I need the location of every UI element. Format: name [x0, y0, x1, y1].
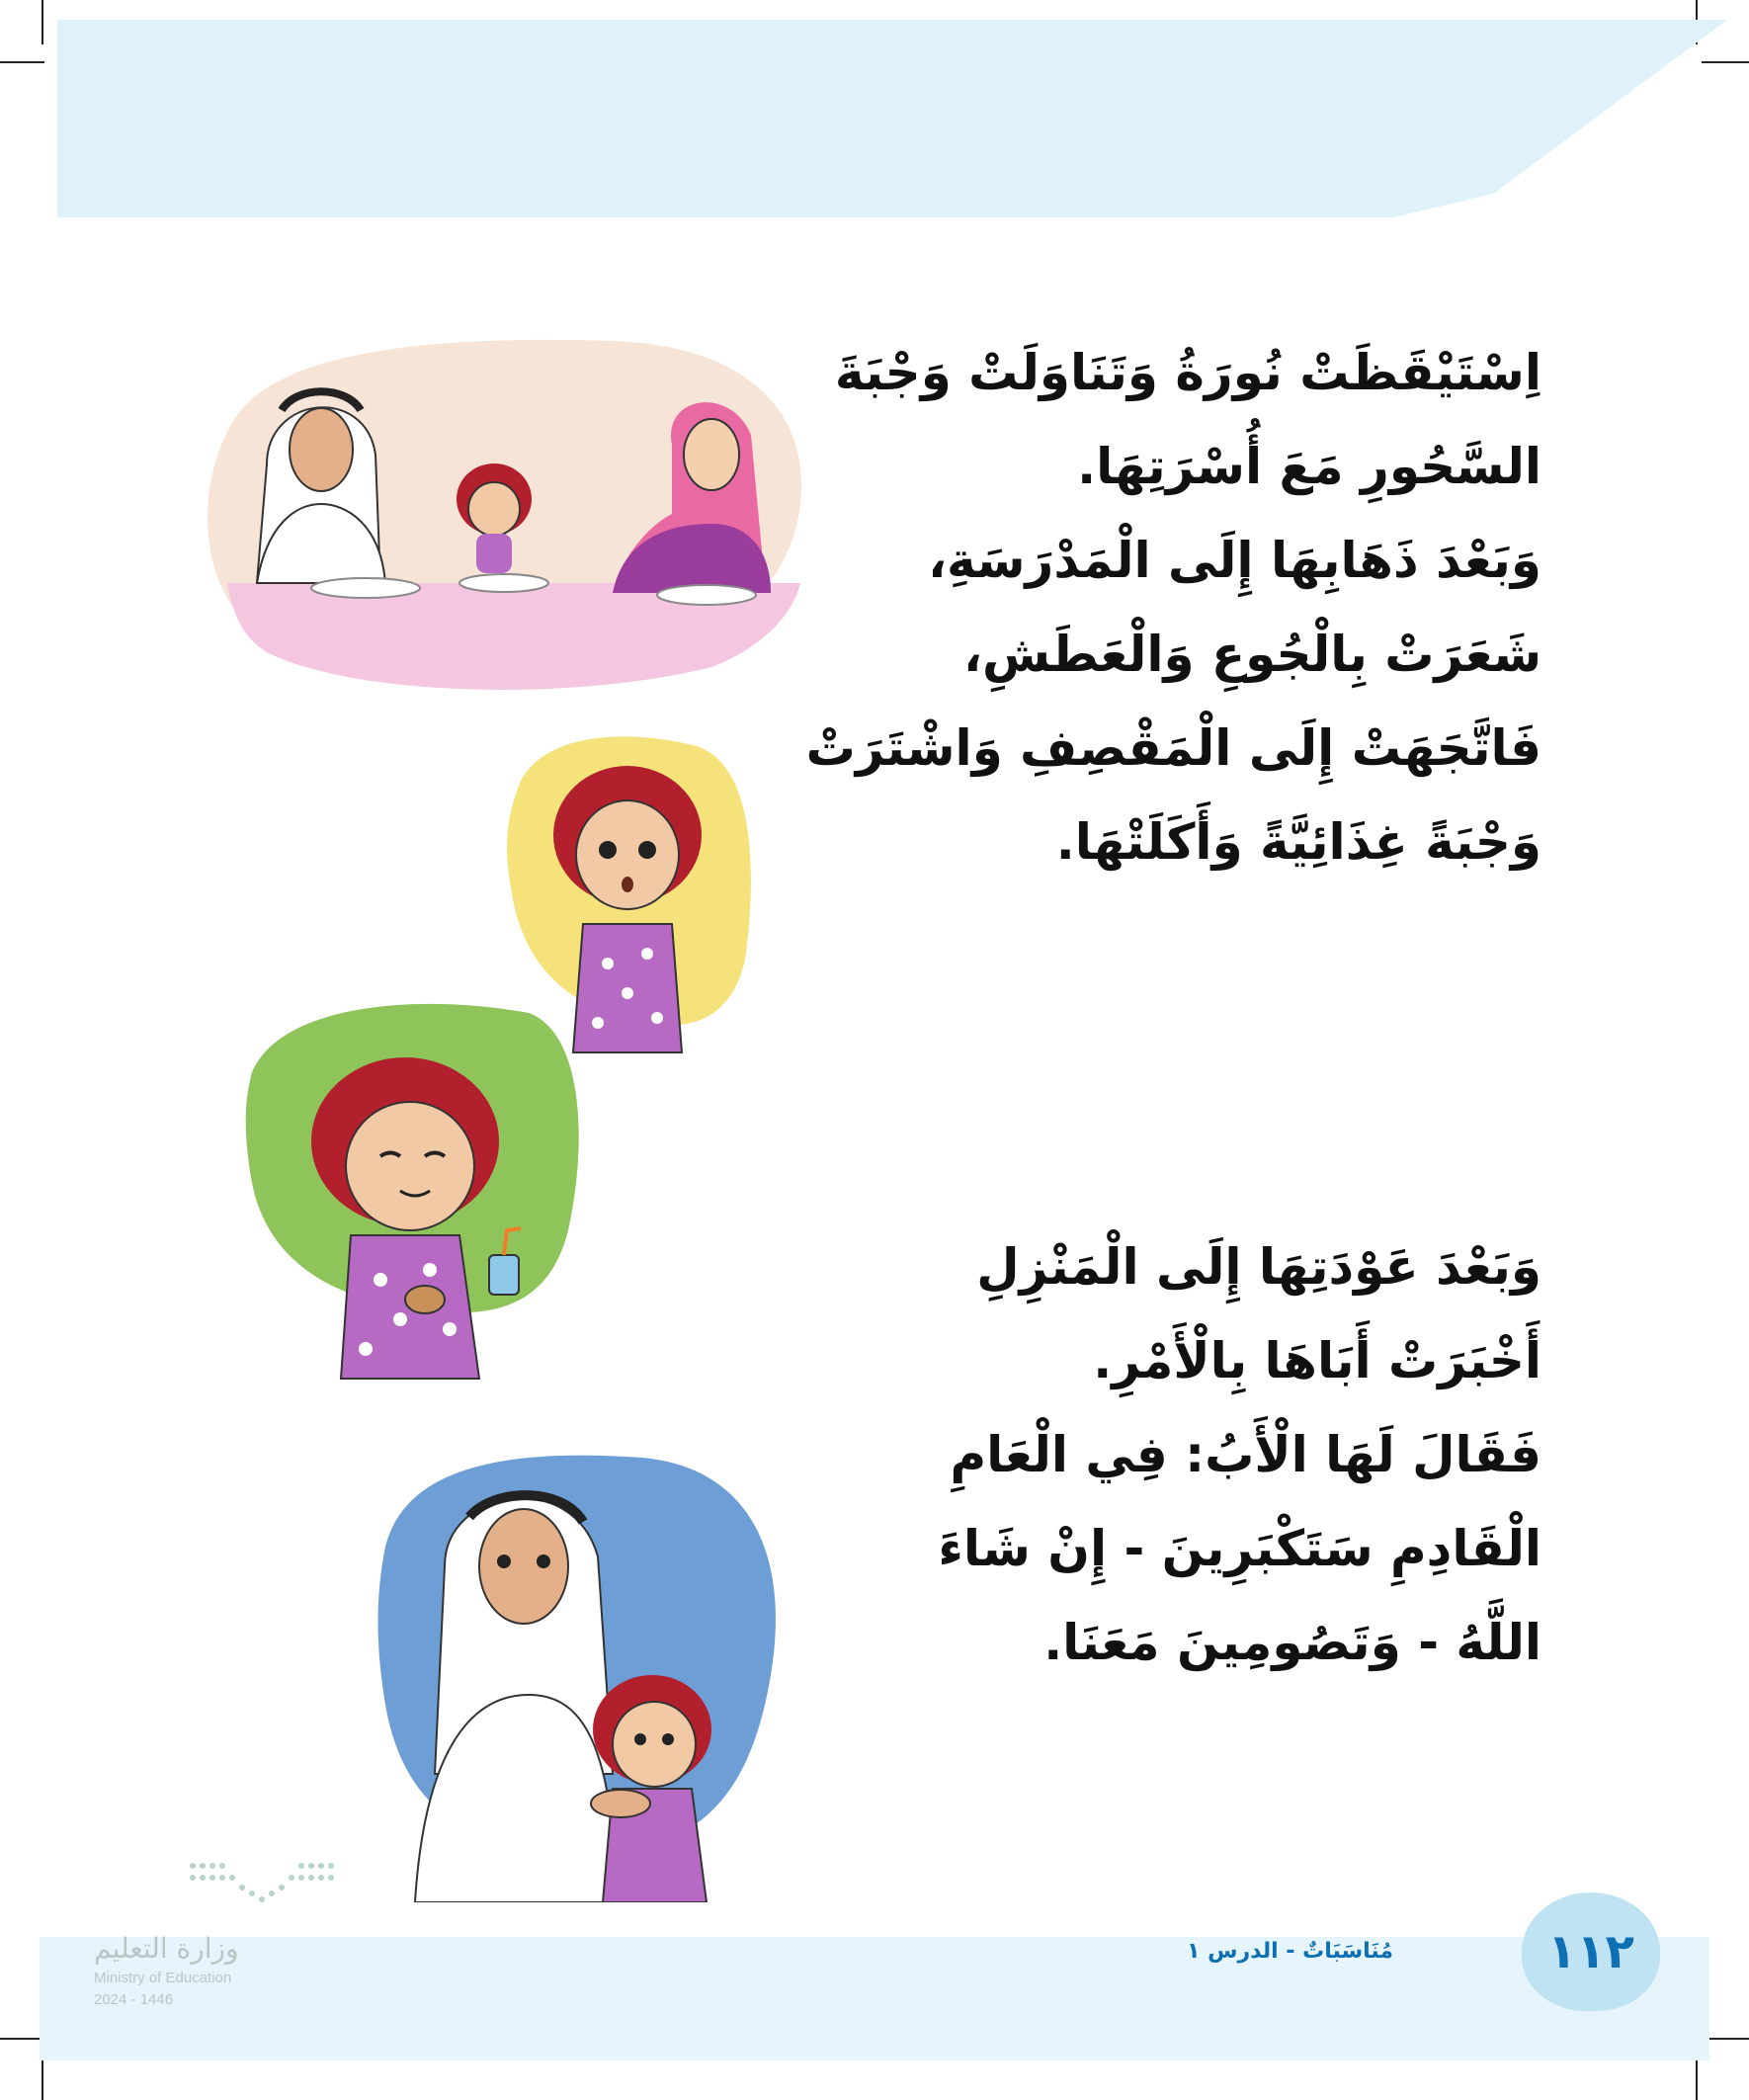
crop-mark: [1702, 61, 1749, 63]
ministry-name-english: Ministry of Education: [94, 1970, 232, 1986]
story-paragraph-1: [806, 326, 1541, 889]
story-line: وَجْبَةً غِذَائِيَّةً وَأَكَلَتْهَا.: [1055, 813, 1541, 871]
page-number-badge: [1522, 1892, 1660, 2011]
story-line: أَخْبَرَتْ أَبَاهَا بِالْأَمْرِ.: [1093, 1332, 1541, 1389]
story-line: وَبَعْدَ ذَهَابِهَا إِلَى الْمَدْرَسَةِ،: [928, 532, 1541, 589]
ministry-logo: [94, 1856, 292, 2008]
crop-mark: [42, 2056, 43, 2100]
story-paragraph-2: [938, 1220, 1541, 1690]
ministry-dots-icon: [183, 1856, 351, 1915]
ministry-name-arabic: وزارة التعليم: [94, 1932, 239, 1965]
family-suhoor-illustration: [198, 326, 815, 697]
story-line: فَقَالَ لَهَا الْأَبُ: فِي الْعَامِ: [950, 1426, 1541, 1483]
page-number: ١١٢: [1547, 1924, 1634, 1979]
story-line: فَاتَّجَهَتْ إِلَى الْمَقْصِفِ وَاشْتَرَتْ: [805, 719, 1541, 777]
crop-mark: [0, 2038, 44, 2040]
crop-mark: [0, 61, 44, 63]
story-line: وَبَعْدَ عَوْدَتِهَا إِلَى الْمَنْزِلِ: [976, 1238, 1541, 1296]
story-line: اللَّهُ - وَتَصُومِينَ مَعَنَا.: [1043, 1614, 1541, 1671]
crop-mark: [1696, 2056, 1698, 2100]
story-line: شَعَرَتْ بِالْجُوعِ وَالْعَطَشِ،: [962, 626, 1541, 683]
crop-mark: [42, 0, 43, 44]
girl-eating-illustration: [242, 993, 583, 1384]
lesson-label: مُنَاسَبَاتٌ - الدرس ١: [1187, 1939, 1393, 1964]
story-line: السَّحُورِ مَعَ أُسْرَتِهَا.: [1077, 438, 1541, 495]
story-line: الْقَادِمِ سَتَكْبَرِينَ - إِنْ شَاءَ: [938, 1520, 1541, 1577]
edition-year: 2024 - 1446: [94, 1991, 174, 2008]
father-daughter-illustration: [375, 1448, 786, 1902]
story-line: اِسْتَيْقَظَتْ نُورَةُ وَتَنَاوَلَتْ وَجْبَةَ: [834, 344, 1541, 401]
top-banner: [57, 20, 1727, 217]
